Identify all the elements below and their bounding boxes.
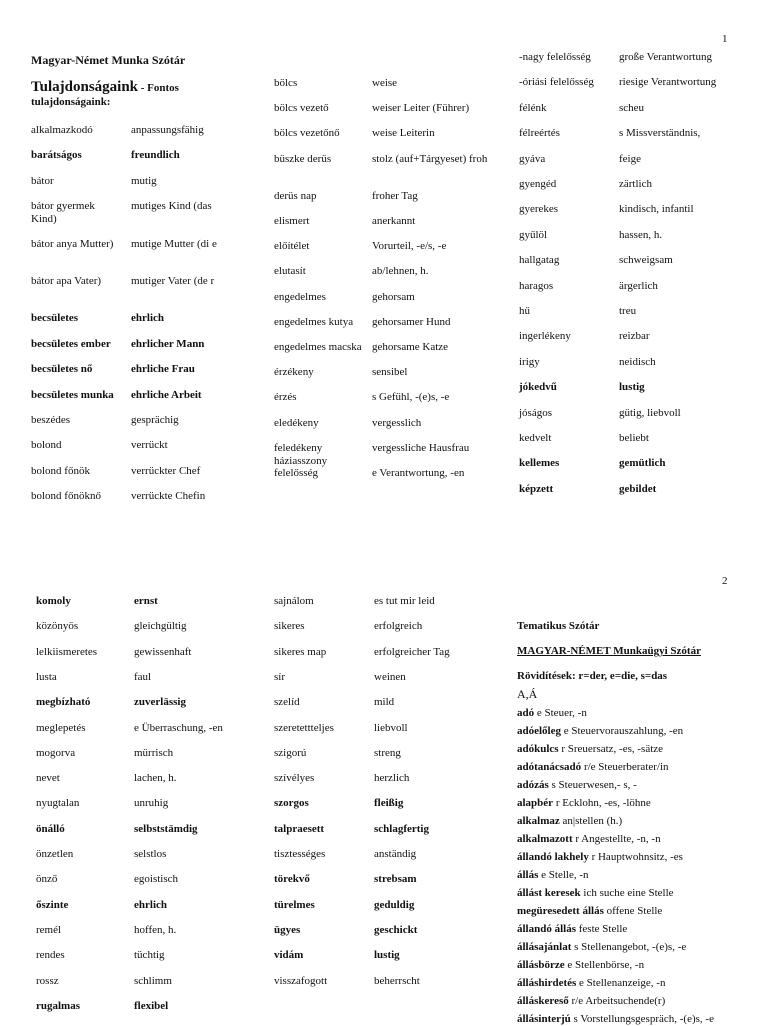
term-hungarian: bolond: [31, 439, 62, 452]
term-hungarian: becsületes nő: [31, 363, 93, 376]
entry-definition: r Angestellte, -n, -n: [575, 833, 661, 845]
dictionary-entry: [517, 851, 683, 864]
term-german: s Gefühl, -(e)s, -e: [372, 391, 450, 404]
term-hungarian: őszinte: [36, 898, 69, 911]
term-hungarian: feledékeny háziasszony: [274, 441, 328, 467]
section-heading-line2: tulajdonságaink:: [31, 96, 111, 108]
term-german: schlagfertig: [374, 822, 429, 835]
term-hungarian: tisztességes: [274, 848, 326, 860]
entry-term: állást keresek: [517, 887, 581, 899]
entry-definition: e Stellenbörse, -n: [567, 959, 645, 971]
entry-definition: ich suche eine Stelle: [583, 887, 674, 899]
term-german: reizbar: [619, 330, 650, 343]
term-german: vergessliche Hausfrau: [372, 441, 470, 454]
term-german: hassen, h.: [619, 228, 663, 241]
entry-term: alkalmazott: [517, 833, 573, 845]
term-german: selbststämdig: [134, 822, 198, 835]
dictionary-heading: Tematikus Szótár: [517, 620, 600, 632]
term-hungarian: beszédes: [31, 414, 71, 426]
dictionary-entry: [517, 761, 669, 774]
term-hungarian: talpraesett: [274, 822, 325, 835]
term-german: hoffen, h.: [134, 923, 177, 936]
entry-term: adókulcs: [517, 743, 559, 755]
entry-definition: feste Stelle: [578, 923, 628, 935]
term-hungarian: érzékeny: [274, 366, 314, 379]
page-number: 1: [722, 33, 728, 45]
term-german: herzlich: [374, 772, 410, 785]
term-german: große Verantwortung: [619, 51, 712, 63]
term-hungarian: sikeres: [274, 620, 305, 633]
term-german: feige: [619, 152, 641, 165]
term-hungarian: bölcs vezető: [274, 102, 329, 115]
dictionary-entry: [517, 725, 683, 738]
term-hungarian: engedelmes: [274, 290, 326, 303]
term-hungarian: derüs nap: [274, 189, 317, 202]
term-hungarian: hallgatag: [519, 254, 560, 267]
entry-definition: r/e Arbeitsuchende(r): [571, 995, 666, 1007]
term-german: zuverlässig: [134, 696, 186, 709]
term-hungarian: kedvelt: [519, 432, 552, 444]
term-german: faul: [134, 670, 152, 683]
term-hungarian: bolond főnöknő: [31, 490, 101, 503]
term-hungarian: félreértés: [519, 127, 560, 140]
entry-definition: r Ecklohn, -es, -löhne: [555, 797, 651, 809]
term-german: riesige Verantwortung: [619, 76, 717, 89]
term-german: stolz (auf+Tárgyeset) froh: [372, 152, 488, 165]
term-german: kindisch, infantil: [619, 203, 694, 216]
term-hungarian: szigorú: [274, 746, 307, 759]
term-hungarian: jókedvű: [519, 381, 557, 394]
dictionary-entry: [517, 797, 651, 810]
term-hungarian: gyáva: [519, 152, 546, 165]
term-german: tüchtig: [134, 949, 165, 962]
dictionary-entry: [517, 995, 665, 1008]
entry-term: álláshirdetés: [517, 977, 577, 989]
term-hungarian: vidám: [274, 949, 304, 962]
term-german: anständig: [374, 848, 417, 860]
entry-definition: s Stellenangebot, -(e)s, -e: [574, 941, 687, 953]
term-german: fleißig: [374, 797, 404, 810]
entry-definition: e Stelle, -n: [541, 869, 589, 881]
entry-definition: s Vorstellungsgespräch, -(e)s, -e: [573, 1013, 714, 1025]
term-german: scheu: [619, 101, 645, 114]
entry-term: megüresedett állás: [517, 905, 604, 917]
letter-heading: A,Á: [517, 687, 538, 701]
term-hungarian: önálló: [36, 822, 65, 835]
term-hungarian: bátor: [31, 174, 54, 187]
term-german: lustig: [619, 381, 645, 394]
document-title: Magyar-Német Munka Szótár: [31, 53, 186, 67]
term-german: gleichgültig: [134, 620, 187, 633]
term-german: gewissenhaft: [134, 645, 192, 658]
term-german: e Überraschung, -en: [134, 721, 223, 734]
term-german: lustig: [374, 949, 400, 962]
dictionary-entry: [517, 815, 622, 828]
term-hungarian: rugalmas: [36, 999, 80, 1012]
entry-term: adó: [517, 707, 535, 719]
term-german: ernst: [134, 595, 158, 607]
term-german: weinen: [374, 670, 406, 683]
term-hungarian: ingerlékeny: [519, 330, 571, 343]
dictionary-entry: [517, 707, 587, 720]
term-german: schweigsam: [619, 254, 673, 267]
term-hungarian: bátor anya Mutter): [31, 237, 114, 250]
term-german: mild: [374, 696, 395, 709]
term-german: ehrlich: [134, 898, 167, 911]
term-german: geduldig: [374, 898, 415, 911]
term-german: gehorsame Katze: [372, 341, 449, 353]
term-hungarian: meglepetés: [36, 721, 86, 734]
entry-term: állás: [517, 869, 539, 881]
entry-term: álláskereső: [517, 995, 569, 1007]
term-german: treu: [619, 305, 637, 317]
entry-term: állandó állás: [517, 923, 576, 935]
term-hungarian: önzetlen: [36, 848, 74, 860]
term-hungarian: türelmes: [274, 898, 315, 911]
term-german: geschickt: [374, 923, 418, 936]
term-hungarian: -nagy felelősség: [519, 51, 591, 63]
term-german: ärgerlich: [619, 279, 658, 292]
term-german: freundlich: [131, 149, 180, 162]
entry-term: adóelőleg: [517, 725, 561, 737]
entry-term: adótanácsadó: [517, 761, 582, 773]
term-hungarian: mogorva: [36, 746, 76, 759]
entry-term: állásajánlat: [517, 941, 572, 953]
term-german: mürrisch: [134, 746, 174, 759]
term-hungarian: elutasít: [274, 265, 306, 278]
term-german: ehrliche Frau: [131, 363, 195, 376]
term-german: strebsam: [374, 873, 417, 886]
term-german: ehrlich: [131, 312, 164, 325]
dictionary-entry: [517, 779, 637, 792]
term-hungarian: lusta: [36, 670, 57, 683]
dictionary-subheading: MAGYAR-NÉMET Munkaügyi Szótár: [517, 645, 701, 657]
term-hungarian: eledékeny: [274, 416, 319, 429]
term-hungarian: engedelmes macska: [274, 341, 362, 353]
term-german: ehrliche Arbeit: [131, 388, 202, 401]
term-german: anerkannt: [372, 215, 416, 227]
term-hungarian: felelősség: [274, 467, 318, 479]
entry-definition: s Steuerwesen,- s, -: [551, 779, 637, 791]
term-hungarian: rendes: [36, 949, 65, 962]
term-german: Vorurteil, -e/s, -e: [372, 240, 447, 253]
term-hungarian: hű: [519, 305, 530, 317]
term-german: mutig: [131, 174, 157, 187]
entry-definition: an|stellen (h.): [562, 815, 623, 827]
dictionary-entry: [517, 905, 662, 918]
term-german: gehorsamer Hund: [372, 315, 451, 328]
term-german: anpassungsfähig: [131, 124, 204, 136]
term-hungarian: barátságos: [31, 149, 82, 162]
entry-definition: r/e Steuerberater/in: [583, 761, 669, 773]
term-hungarian: bátor apa Vater): [31, 275, 102, 287]
term-hungarian: visszafogott: [274, 974, 328, 987]
term-hungarian: szívélyes: [274, 772, 315, 785]
section-heading: [31, 79, 179, 96]
term-german: mutiger Vater (de r: [131, 275, 215, 287]
term-german: gütig, liebvoll: [619, 406, 681, 419]
term-hungarian: bolond főnök: [31, 464, 90, 477]
term-hungarian: gyerekes: [519, 203, 559, 216]
term-hungarian: közönyös: [36, 620, 79, 633]
term-hungarian: bölcs: [274, 77, 298, 89]
term-hungarian: bátor gyermek Kind): [31, 200, 95, 226]
term-hungarian: alkalmazkodó: [31, 124, 93, 136]
term-german: beherrscht: [374, 974, 420, 987]
term-german: gehorsam: [372, 290, 415, 303]
term-german: zärtlich: [619, 178, 652, 190]
term-german: weise Leiterin: [372, 127, 435, 140]
entry-definition: e Stellenanzeige, -n: [579, 977, 666, 989]
entry-term: állandó lakhely: [517, 851, 589, 863]
term-hungarian: becsületes: [31, 312, 79, 325]
term-german: vergesslich: [372, 416, 422, 429]
term-hungarian: elismert: [274, 215, 310, 227]
entry-term: adózás: [517, 779, 549, 791]
abbreviations: Rövidítések: r=der, e=die, s=das: [517, 670, 668, 682]
term-hungarian: érzés: [274, 391, 297, 404]
term-hungarian: törekvő: [274, 873, 310, 886]
term-hungarian: nyugtalan: [36, 797, 80, 810]
term-hungarian: komoly: [36, 595, 71, 607]
term-german: verrückt: [131, 439, 168, 452]
dictionary-entry: [517, 1013, 714, 1026]
term-german: froher Tag: [372, 189, 418, 202]
dictionary-entry: [517, 887, 674, 900]
term-hungarian: kellemes: [519, 457, 560, 470]
term-hungarian: félénk: [519, 101, 547, 114]
term-hungarian: szeretettteljes: [274, 721, 334, 734]
term-hungarian: engedelmes kutya: [274, 315, 354, 328]
entry-term: alapbér: [517, 797, 554, 809]
term-hungarian: lelkiismeretes: [36, 645, 98, 658]
term-german: erfolgreich: [374, 620, 423, 633]
term-hungarian: szorgos: [274, 797, 309, 810]
term-hungarian: jóságos: [519, 406, 552, 419]
term-german: streng: [374, 746, 401, 759]
term-hungarian: bölcs vezetőnő: [274, 127, 340, 140]
entry-term: állásinterjú: [517, 1013, 571, 1025]
term-hungarian: büszke derüs: [274, 152, 332, 165]
term-hungarian: sajnálom: [274, 595, 314, 607]
section-heading-rest: - Fontos: [140, 82, 179, 94]
term-hungarian: haragos: [519, 279, 554, 292]
term-hungarian: nevet: [36, 772, 60, 785]
term-german: sensibel: [372, 366, 408, 379]
term-german: verrückte Chefin: [131, 490, 206, 503]
term-german: schlimm: [134, 974, 172, 987]
term-german: egoistisch: [134, 873, 178, 886]
term-hungarian: önző: [36, 873, 58, 886]
term-german: gebildet: [619, 482, 657, 495]
dictionary-entry: [517, 959, 644, 972]
dictionary-entry: [517, 941, 686, 954]
entry-definition: r Sreuersatz, -es, -sätze: [561, 743, 664, 755]
term-german: lachen, h.: [134, 772, 177, 785]
term-german: gesprächig: [131, 414, 179, 426]
dictionary-entry: [517, 977, 665, 990]
term-hungarian: -óriási felelősség: [519, 76, 594, 89]
term-hungarian: gyengéd: [519, 178, 557, 190]
term-german: ehrlicher Mann: [131, 337, 205, 350]
term-german: e Verantwortung, -en: [372, 467, 465, 479]
dictionary-entry: [517, 923, 627, 936]
term-hungarian: ügyes: [274, 923, 301, 936]
entry-definition: e Steuer, -n: [536, 707, 587, 719]
section-heading-main: Tulajdonságaink: [31, 79, 139, 95]
term-german: weiser Leiter (Führer): [372, 102, 470, 115]
entry-definition: offene Stelle: [606, 905, 663, 917]
term-hungarian: remél: [36, 923, 62, 936]
entry-definition: e Steuervorauszahlung, -en: [563, 725, 684, 737]
term-german: flexibel: [134, 999, 169, 1012]
term-german: liebvoll: [374, 721, 408, 734]
term-hungarian: gyűlöl: [519, 228, 548, 241]
term-hungarian: rossz: [36, 974, 59, 987]
term-hungarian: becsületes munka: [31, 388, 114, 401]
term-german: weise: [372, 77, 398, 89]
term-hungarian: becsületes ember: [31, 337, 111, 350]
term-german: mutige Mutter (di e: [131, 237, 217, 250]
entry-term: állásbörze: [517, 959, 565, 971]
term-german: neidisch: [619, 355, 656, 368]
term-german: ab/lehnen, h.: [372, 265, 429, 278]
term-hungarian: szelíd: [274, 696, 300, 709]
term-hungarian: sír: [274, 670, 285, 683]
term-german: beliebt: [619, 432, 649, 444]
term-german: unruhig: [134, 797, 169, 810]
term-hungarian: sikeres map: [274, 645, 327, 658]
dictionary-entry: [517, 833, 661, 846]
term-hungarian: megbízható: [36, 696, 91, 709]
term-german: gemütlich: [619, 457, 666, 470]
term-hungarian: képzett: [519, 482, 554, 495]
entry-term: alkalmaz: [517, 815, 560, 827]
dictionary-entry: [517, 869, 589, 882]
term-german: mutiges Kind (das: [131, 200, 212, 213]
dictionary-entry: [517, 743, 663, 756]
term-german: es tut mir leid: [374, 595, 435, 607]
term-german: s Missverständnis,: [619, 127, 701, 140]
term-hungarian: irigy: [519, 355, 540, 368]
term-german: verrückter Chef: [131, 464, 201, 477]
term-german: selstlos: [134, 848, 167, 860]
page-number: 2: [722, 575, 728, 587]
term-german: erfolgreicher Tag: [374, 645, 450, 658]
entry-definition: r Hauptwohnsitz, -es: [591, 851, 683, 863]
term-hungarian: előítélet: [274, 240, 310, 253]
